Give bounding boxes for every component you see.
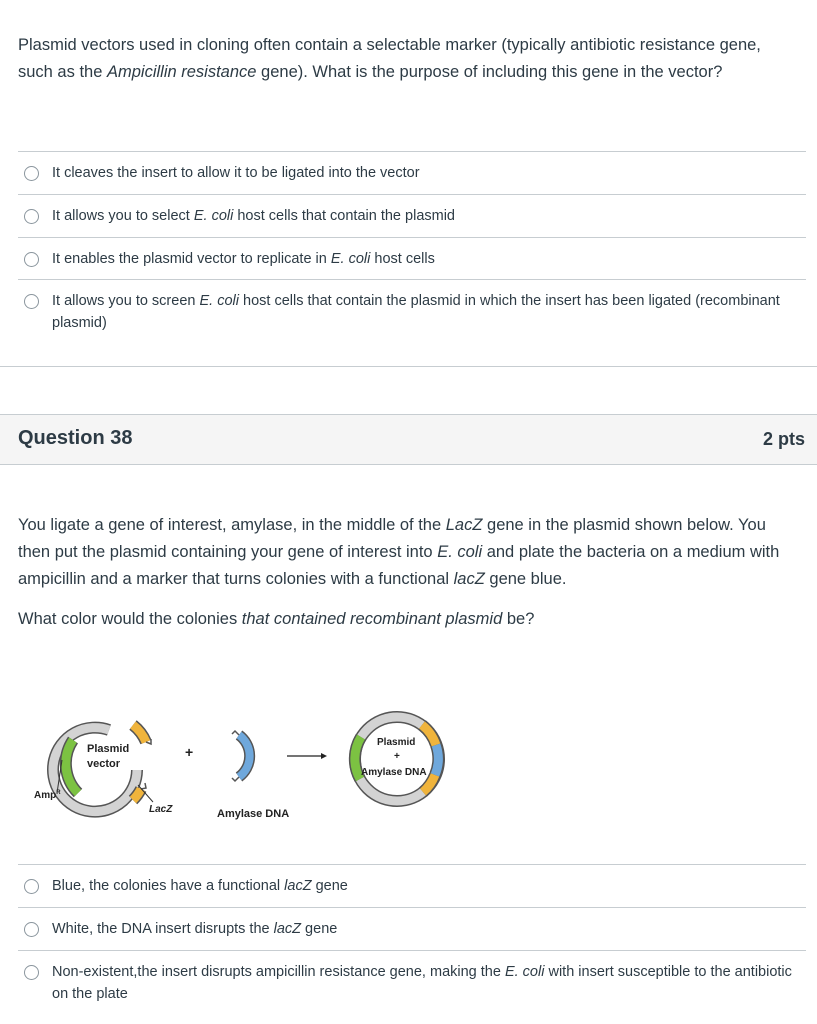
radio-button[interactable]	[24, 166, 39, 181]
answer-option[interactable]: Blue, the colonies have a functional lacZ gene	[18, 864, 806, 907]
radio-button[interactable]	[24, 879, 39, 894]
answer-option[interactable]: White, the DNA insert disrupts the lacZ gene	[18, 907, 806, 950]
plasmid-label-1: Plasmid	[87, 743, 130, 755]
question-38-subprompt: What color would the colonies that contained recombinant plasmid be?	[18, 610, 535, 628]
amp-label: Amp$^R$	[34, 790, 61, 801]
answer-option[interactable]: It allows you to screen E. coli host cells that contain the plasmid in which the insert has been ligated (recombinant plasmid)	[18, 279, 806, 345]
radio-button[interactable]	[24, 922, 39, 937]
question-38-prompt: You ligate a gene of interest, amylase, in the middle of the LacZ gene in the plasmid shown below. You then put the plasmid containing your gene of interest into E. coli and plate the bacteria on a medium with ampicillin and a marker that turns colonies with a functional lacZ gene blue.	[18, 516, 780, 588]
lacz-label: LacZ	[149, 804, 173, 815]
question-38-answers	[18, 864, 806, 1016]
question-title: Question 38	[18, 427, 133, 449]
plasmid-label-2: vector	[87, 758, 121, 770]
question-divider	[0, 366, 817, 367]
amylase-label: Amylase DNA	[217, 808, 290, 820]
radio-button[interactable]	[24, 209, 39, 224]
answer-option[interactable]: It cleaves the insert to allow it to be ligated into the vector	[18, 151, 806, 194]
question-37-answers	[18, 151, 806, 345]
question-37-prompt: Plasmid vectors used in cloning often contain a selectable marker (typically antibiotic resistance gene, such as the Ampicillin resistance gene). What is the purpose of including this gene in the vector?	[18, 36, 761, 81]
answer-option[interactable]: It allows you to select E. coli host cells that contain the plasmid	[18, 194, 806, 237]
question-points: 2 pts	[762, 429, 805, 449]
reaction-arrow	[287, 753, 327, 759]
plus-sign: +	[185, 744, 194, 760]
recombinant-label-1: Plasmid	[377, 737, 416, 748]
radio-button[interactable]	[24, 965, 39, 980]
amylase-dna-fragment	[232, 731, 250, 781]
radio-button[interactable]	[24, 252, 39, 267]
answer-option[interactable]: It enables the plasmid vector to replicate in E. coli host cells	[18, 237, 806, 279]
plasmid-diagram	[25, 705, 455, 835]
radio-button[interactable]	[24, 294, 39, 309]
question-header	[0, 414, 817, 465]
answer-option[interactable]: Non-existent,the insert disrupts ampicillin resistance gene, making the E. coli with insert susceptible to the antibiotic on the plate	[18, 950, 806, 1016]
recombinant-label-2: +	[394, 751, 400, 762]
recombinant-label-3: Amylase DNA	[361, 767, 427, 778]
